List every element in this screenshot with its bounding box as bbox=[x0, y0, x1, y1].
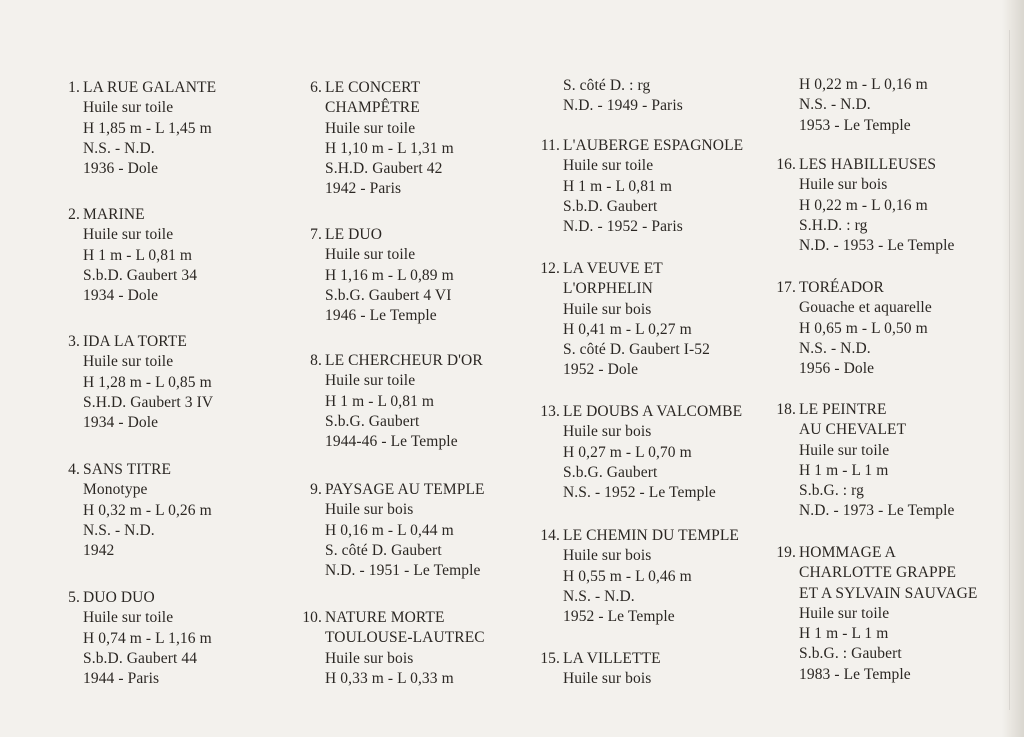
artwork-title: LA RUE GALANTE bbox=[83, 79, 217, 96]
entry-number: 6. bbox=[310, 79, 322, 96]
artwork-medium: Huile sur bois bbox=[563, 547, 652, 565]
artwork-medium: Huile sur toile bbox=[325, 372, 416, 390]
entry-number: 15. bbox=[540, 650, 560, 667]
artwork-date-place: 1942 bbox=[83, 542, 115, 560]
artwork-dimensions: H 1,85 m - L 1,45 m bbox=[83, 119, 212, 137]
artwork-title: LE DUO bbox=[325, 226, 382, 243]
artwork-dimensions: H 0,27 m - L 0,70 m bbox=[563, 443, 692, 461]
artwork-signature: N.S. - N.D. bbox=[563, 587, 635, 605]
artwork-date-place: 1942 - Paris bbox=[325, 180, 402, 198]
artwork-signature: S.H.D. Gaubert 3 IV bbox=[83, 393, 214, 411]
artwork-signature: S.H.D. : rg bbox=[799, 216, 868, 234]
artwork-title: MARINE bbox=[83, 206, 145, 223]
artwork-date-place: 1953 - Le Temple bbox=[799, 116, 911, 134]
artwork-date-place: 1934 - Dole bbox=[83, 414, 159, 432]
artwork-signature: S.b.G. Gaubert 4 VI bbox=[325, 286, 452, 304]
artwork-dimensions: H 1 m - L 1 m bbox=[799, 625, 889, 643]
entry-number: 11. bbox=[540, 137, 560, 154]
artwork-date-place: N.S. - 1952 - Le Temple bbox=[563, 484, 716, 502]
artwork-medium: Huile sur toile bbox=[799, 441, 890, 459]
artwork-date-place: N.D. - 1952 - Paris bbox=[563, 218, 683, 236]
artwork-medium: Huile sur toile bbox=[83, 226, 174, 244]
artwork-medium: Huile sur bois bbox=[563, 670, 652, 688]
entry-number: 8. bbox=[310, 352, 322, 369]
artwork-signature: S.b.G. Gaubert bbox=[325, 412, 420, 430]
artwork-medium: Monotype bbox=[83, 481, 148, 499]
entry-number: 18. bbox=[776, 401, 796, 418]
artwork-medium: Huile sur toile bbox=[325, 119, 416, 137]
artwork-title-cont: TOULOUSE-LAUTREC bbox=[325, 629, 485, 647]
artwork-medium: Huile sur bois bbox=[799, 176, 888, 194]
artwork-dimensions: H 1,10 m - L 1,31 m bbox=[325, 139, 454, 157]
artwork-title: PAYSAGE AU TEMPLE bbox=[325, 481, 485, 498]
artwork-date-place: 1944-46 - Le Temple bbox=[325, 433, 458, 451]
artwork-medium: Gouache et aquarelle bbox=[799, 299, 932, 317]
artwork-date-place: N.D. - 1949 - Paris bbox=[563, 97, 683, 115]
entry-number: 9. bbox=[310, 481, 322, 498]
artwork-date-place: 1946 - Le Temple bbox=[325, 307, 437, 325]
artwork-signature: S. côté D. Gaubert I-52 bbox=[563, 341, 710, 359]
artwork-title: IDA LA TORTE bbox=[83, 333, 187, 350]
continued-entry bbox=[799, 75, 928, 136]
artwork-title: DUO DUO bbox=[83, 589, 155, 606]
artwork-title-cont: CHARLOTTE GRAPPE bbox=[799, 564, 957, 582]
artwork-dimensions: H 1 m - L 1 m bbox=[799, 461, 889, 479]
artwork-medium: Huile sur bois bbox=[325, 649, 414, 667]
artwork-title: LE DOUBS A VALCOMBE bbox=[563, 403, 743, 420]
artwork-date-place: N.D. - 1953 - Le Temple bbox=[799, 237, 955, 255]
artwork-date-place: 1952 - Dole bbox=[563, 361, 639, 379]
entry-number: 3. bbox=[68, 333, 80, 350]
artwork-title-cont: ET A SYLVAIN SAUVAGE bbox=[799, 584, 978, 602]
artwork-title: SANS TITRE bbox=[83, 461, 172, 478]
artwork-signature: N.S. - N.D. bbox=[799, 96, 871, 114]
artwork-signature: S.H.D. Gaubert 42 bbox=[325, 160, 443, 178]
artwork-signature: S.b.G. Gaubert bbox=[563, 463, 658, 481]
artwork-date-place: 1934 - Dole bbox=[83, 287, 159, 305]
artwork-signature: N.S. - N.D. bbox=[799, 339, 871, 357]
artwork-date-place: 1983 - Le Temple bbox=[799, 665, 911, 683]
artwork-medium: Huile sur bois bbox=[563, 300, 652, 318]
artwork-title: LE CONCERT bbox=[325, 79, 421, 96]
artwork-signature: S. côté D. Gaubert bbox=[325, 541, 442, 559]
entry-number: 19. bbox=[776, 544, 796, 561]
artwork-medium: Huile sur toile bbox=[799, 604, 890, 622]
artwork-date-place: 1936 - Dole bbox=[83, 160, 159, 178]
entry-number: 4. bbox=[68, 461, 80, 478]
artwork-signature: S.b.D. Gaubert 34 bbox=[83, 266, 198, 284]
entry-number: 10. bbox=[302, 609, 322, 626]
artwork-date-place: 1956 - Dole bbox=[799, 360, 875, 378]
artwork-date-place: 1944 - Paris bbox=[83, 670, 160, 688]
artwork-signature: S.b.D. Gaubert 44 bbox=[83, 649, 198, 667]
page-edge-line bbox=[1009, 30, 1010, 710]
artwork-signature: N.S. - N.D. bbox=[83, 139, 155, 157]
artwork-title: TORÉADOR bbox=[799, 279, 884, 296]
artwork-dimensions: H 0,22 m - L 0,16 m bbox=[799, 196, 928, 214]
artwork-title: NATURE MORTE bbox=[325, 609, 445, 626]
artwork-signature: S.b.D. Gaubert bbox=[563, 197, 658, 215]
artwork-title: LA VILLETTE bbox=[563, 650, 661, 667]
artwork-dimensions: H 1 m - L 0,81 m bbox=[83, 246, 193, 264]
entry-number: 12. bbox=[540, 260, 560, 277]
entry-number: 13. bbox=[540, 403, 560, 420]
artwork-date-place: N.D. - 1973 - Le Temple bbox=[799, 502, 955, 520]
entry-number: 1. bbox=[68, 79, 80, 96]
artwork-medium: Huile sur bois bbox=[563, 423, 652, 441]
artwork-dimensions: H 0,74 m - L 1,16 m bbox=[83, 629, 212, 647]
artwork-dimensions: H 1,16 m - L 0,89 m bbox=[325, 266, 454, 284]
entry-number: 7. bbox=[310, 226, 322, 243]
entry-number: 16. bbox=[776, 156, 796, 173]
artwork-date-place: 1952 - Le Temple bbox=[563, 608, 675, 626]
artwork-dimensions: H 1,28 m - L 0,85 m bbox=[83, 373, 212, 391]
artwork-title: HOMMAGE A bbox=[799, 544, 896, 561]
artwork-dimensions: H 1 m - L 0,81 m bbox=[325, 392, 435, 410]
artwork-title-cont: AU CHEVALET bbox=[799, 421, 907, 439]
artwork-medium: Huile sur toile bbox=[325, 246, 416, 264]
artwork-title-cont: L'ORPHELIN bbox=[563, 280, 653, 298]
artwork-dimensions: H 0,16 m - L 0,44 m bbox=[325, 521, 454, 539]
artwork-medium: Huile sur toile bbox=[83, 353, 174, 371]
entry-number: 14. bbox=[540, 527, 560, 544]
artwork-title: LA VEUVE ET bbox=[563, 260, 663, 277]
artwork-medium: Huile sur toile bbox=[563, 157, 654, 175]
page-edge bbox=[1002, 0, 1024, 737]
entry-number: 17. bbox=[776, 279, 796, 296]
artwork-title: LES HABILLEUSES bbox=[799, 156, 937, 173]
artwork-dimensions: H 0,32 m - L 0,26 m bbox=[83, 501, 212, 519]
artwork-medium: Huile sur toile bbox=[83, 609, 174, 627]
artwork-dimensions: H 0,55 m - L 0,46 m bbox=[563, 567, 692, 585]
artwork-signature: S.b.G. : Gaubert bbox=[799, 645, 902, 663]
entry-number: 2. bbox=[68, 206, 80, 223]
artwork-medium: Huile sur bois bbox=[325, 501, 414, 519]
artwork-title: LE CHERCHEUR D'OR bbox=[325, 352, 483, 369]
artwork-title: L'AUBERGE ESPAGNOLE bbox=[563, 137, 744, 154]
artwork-signature: S.b.G. : rg bbox=[799, 482, 864, 500]
artwork-signature: S. côté D. : rg bbox=[563, 77, 651, 94]
artwork-date-place: N.D. - 1951 - Le Temple bbox=[325, 562, 481, 580]
artwork-title-cont: CHAMPÊTRE bbox=[325, 99, 420, 117]
artwork-title: LE PEINTRE bbox=[799, 401, 887, 418]
artwork-dimensions: H 0,22 m - L 0,16 m bbox=[799, 76, 928, 93]
artwork-medium: Huile sur toile bbox=[83, 99, 174, 117]
continued-entry bbox=[563, 76, 683, 117]
entry-number: 5. bbox=[68, 589, 80, 606]
artwork-dimensions: H 0,41 m - L 0,27 m bbox=[563, 320, 692, 338]
artwork-title: LE CHEMIN DU TEMPLE bbox=[563, 527, 739, 544]
artwork-dimensions: H 1 m - L 0,81 m bbox=[563, 177, 673, 195]
artwork-dimensions: H 0,33 m - L 0,33 m bbox=[325, 669, 454, 687]
artwork-dimensions: H 0,65 m - L 0,50 m bbox=[799, 319, 928, 337]
artwork-signature: N.S. - N.D. bbox=[83, 521, 155, 539]
